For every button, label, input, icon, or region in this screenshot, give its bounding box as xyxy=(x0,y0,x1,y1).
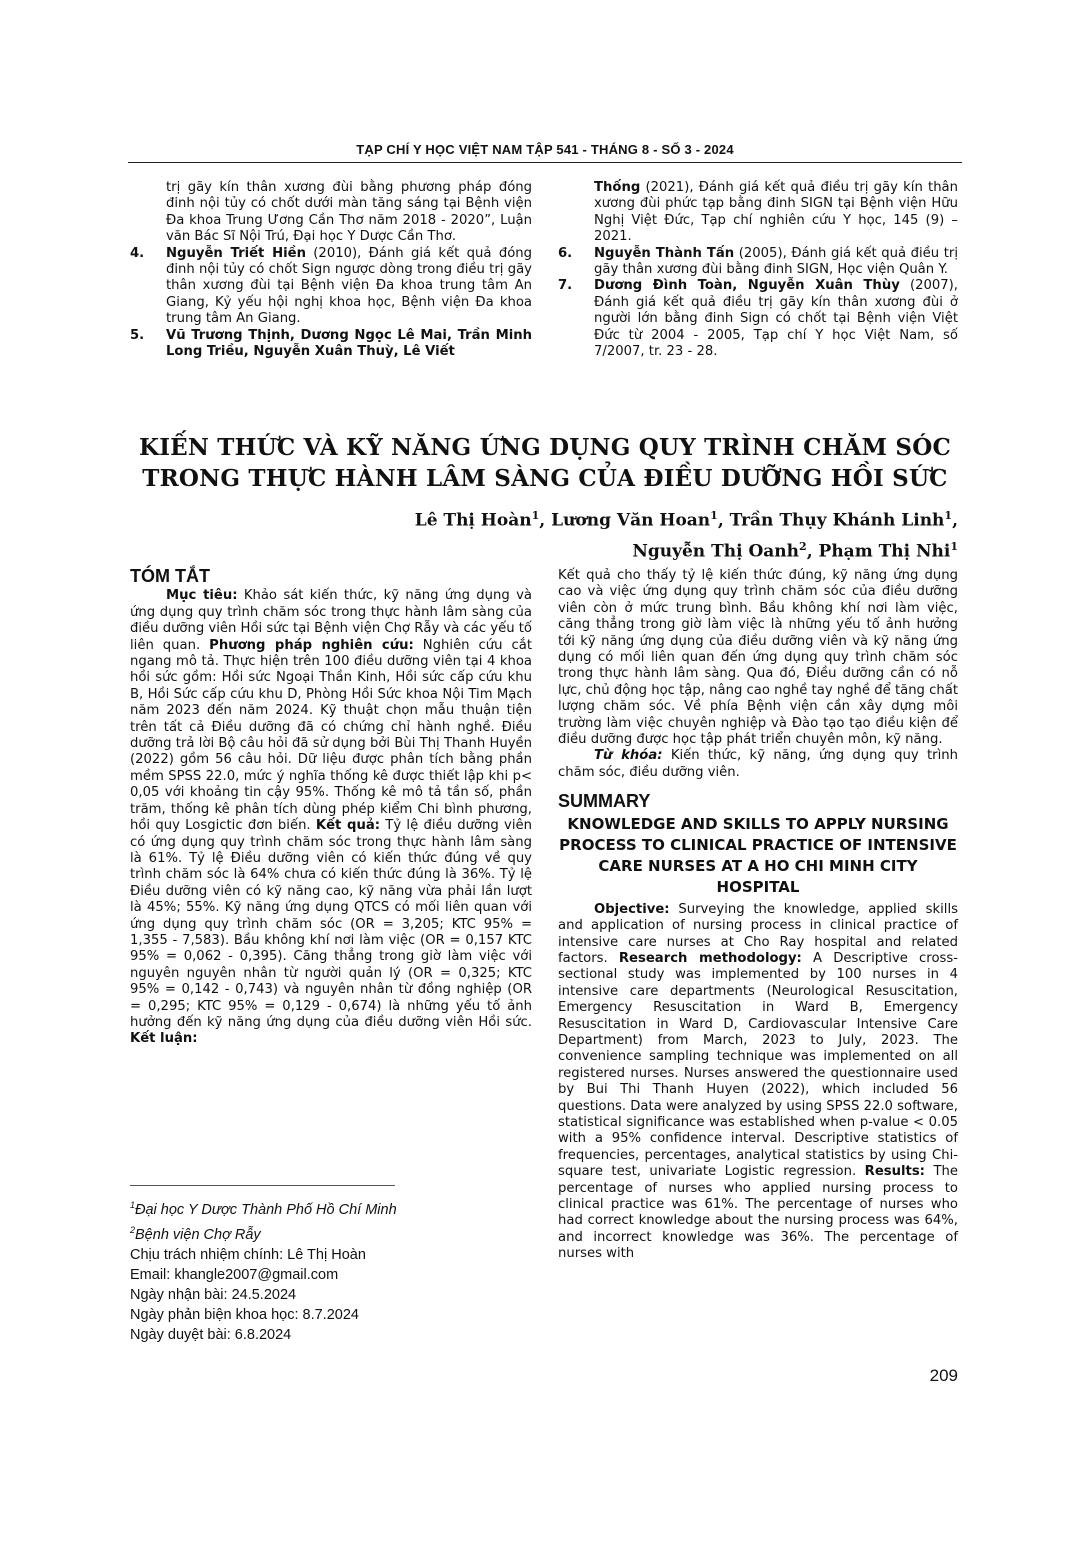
summary-title: KNOWLEDGE AND SKILLS TO APPLY NURSING PROCESS TO CLINICAL PRACTICE OF INTENSIVE CARE NURSES AT A HO CHI MINH CITY HOSPITAL xyxy=(559,814,957,896)
corresponding-author: Chịu trách nhiệm chính: Lê Thị Hoàn xyxy=(130,1246,366,1263)
footnotes xyxy=(130,1195,530,1345)
abstract-heading: TÓM TẮT xyxy=(130,566,210,586)
reference-item xyxy=(558,278,958,360)
reference-number: 7. xyxy=(558,278,573,294)
summary-body: Objective: Surveying the knowledge, applied skills and application of nursing process in clinical practice of intensive care nurses at Cho Ray hospital and related factors. Research methodology: A Descriptive cross-sectional study was implemented by 100 nurses in 4 intensive care departments (Neurological Resuscitation, Emergency Resuscitation in Ward B, Emergency Resuscitation in Ward D, Cardiovascular Intensive Care Department) from March, 2023 to July, 2023. The convenience sampling technique was implemented on all registered nurses. Nurses answered the questionnaire used by Bui Thi Thanh Huyen (2022), which included 56 questions. Data were analyzed by using SPSS 22.0 software, statistical significance was established when p-value < 0.05 with a 95% confidence interval. Descriptive statistics of frequencies, percentages, analytical statistics by using Chi-square test, univariate Logistic regression. Results: The percentage of nurses who applied nursing process to clinical practice was 61%. The percentage of nurses who had correct knowledge about the nursing process was 64%, and incorrect knowledge was 36%. The percentage of nurses with xyxy=(558,901,959,1262)
affiliation-mark: 1 xyxy=(944,509,953,522)
abstract-conclusion: Kết quả cho thấy tỷ lệ kiến thức đúng, kỹ năng ứng dụng cao và việc ứng dụng quy trình chăm sóc của điều dưỡng viên còn ở mức trung bình. Bầu không khí nơi làm việc, căng thẳng trong giờ làm việc là những yếu tố ảnh hưởng tới kỹ năng ứng dụng của điều dưỡng viên và kỹ năng ứng dụng có mối liên quan đến ứng dụng quy trình chăm sóc trong thực hành lâm sàng. Qua đó, Điều dưỡng cần có nỗ lực, chủ động học tập, nâng cao nghề tay nghề để tăng chất lượng chăm sóc. Về phía Bệnh viện cần xây dựng môi trường làm việc chuyên nghiệp và Đào tạo tạo điều kiện để điều dưỡng được học tập phát triển chuyên môn, kỹ năng. xyxy=(558,568,958,748)
reference-item xyxy=(130,328,532,361)
running-head: TẠP CHÍ Y HỌC VIỆT NAM TẬP 541 - THÁNG 8 - SỐ 3 - 2024 xyxy=(356,142,734,157)
author-name: Trần Thụy Khánh Linh xyxy=(729,510,945,531)
accepted-date: Ngày duyệt bài: 6.8.2024 xyxy=(130,1326,292,1343)
summary-heading: SUMMARY xyxy=(558,791,651,812)
reference-item xyxy=(130,246,532,328)
reference-item xyxy=(558,246,958,279)
received-date: Ngày nhận bài: 24.5.2024 xyxy=(130,1286,297,1303)
author-line: Nguyễn Thị Oanh$^2$, Phạm Thị Nhi$^1$ xyxy=(632,539,958,562)
footnote-rule xyxy=(130,1185,395,1186)
reference-text: Nguyễn Thành Tấn (2005), Đánh giá kết quả điều trị gãy thân xương đùi bằng đinh SIGN, Học viện Quân Y. xyxy=(594,245,958,278)
reference-number: 4. xyxy=(130,245,145,261)
reference-number xyxy=(558,180,594,246)
reference-text: trị gãy kín thân xương đùi bằng phương pháp đóng đinh nội tủy có chốt dưới màn tăng sáng tại Bệnh viện Đa khoa Trung Ương Cần Thơ năm 2018 - 2020”, Luận văn Bác Sĩ Nội Trú, Đại học Y Dược Cần Thơ. xyxy=(166,180,532,245)
affiliation-1: $^1$Đại học Y Dược Thành Phố Hồ Chí Minh xyxy=(130,1200,397,1218)
abstract-vi-right xyxy=(558,568,958,1263)
review-date: Ngày phản biện khoa học: 8.7.2024 xyxy=(130,1306,359,1323)
reference-text: Dương Đình Toàn, Nguyễn Xuân Thùy (2007), Đánh giá kết quả điều trị gãy kín thân xương đùi ở người lớn bằng đinh Sign có chốt tại Bệnh viện Việt Đức từ 2004 - 2005, Tạp chí Y học Việt Nam, số 7/2007, tr. 23 - 28. xyxy=(594,278,958,360)
affiliation-2: $^2$Bệnh viện Chợ Rẫy xyxy=(130,1224,261,1243)
keywords: Từ khóa: Kiến thức, kỹ năng, ứng dụng quy trình chăm sóc, điều dưỡng viên. xyxy=(558,748,958,780)
author-name: Lê Thị Hoàn xyxy=(414,510,532,531)
page-number: 209 xyxy=(929,1366,958,1385)
header-rule xyxy=(128,162,962,163)
affiliation-mark: 1 xyxy=(710,509,718,522)
reference-item xyxy=(130,180,532,246)
affiliation-mark: 1 xyxy=(950,539,958,553)
article-title-line: KIẾN THỨC VÀ KỸ NĂNG ỨNG DỤNG QUY TRÌNH CHĂM SÓC xyxy=(139,434,951,461)
affiliation-mark: 1 xyxy=(531,509,540,522)
author-name: Lương Văn Hoan xyxy=(551,510,711,531)
reference-text: Thống (2021), Đánh giá kết quả điều trị gãy kín thân xương đùi phức tạp bằng đinh SIGN tại Bệnh viện Hữu Nghị Việt Đức, Tạp chí nghiên cứu Y học, 145 (9) – 2021. xyxy=(594,180,958,245)
reference-number: 5. xyxy=(130,327,145,343)
author-name: Phạm Thị Nhi xyxy=(818,541,951,562)
author-name: Nguyễn Thị Oanh xyxy=(632,541,800,562)
email: Email: khangle2007@gmail.com xyxy=(130,1266,339,1283)
references-right xyxy=(558,180,958,360)
abstract-vi-left xyxy=(130,568,532,1048)
reference-number: 6. xyxy=(558,245,573,261)
reference-text: Nguyễn Triết Hiền (2010), Đánh giá kết quả đóng đinh nội tủy có chốt Sign ngược dòng trong điều trị gãy thân xương đùi tại Bệnh viện Đa khoa trung tâm An Giang, Kỷ yếu hội nghị khoa học, Bệnh viện Đa khoa trung tâm An Giang. xyxy=(166,245,532,327)
references-left xyxy=(130,180,532,360)
article-title xyxy=(128,432,962,494)
reference-text: Vũ Trương Thịnh, Dương Ngọc Lê Mai, Trần Minh Long Triều, Nguyễn Xuân Thuỳ, Lê Viết xyxy=(166,327,532,360)
author-list xyxy=(258,503,958,564)
affiliation-mark: 2 xyxy=(799,539,807,553)
reference-number xyxy=(130,180,166,246)
reference-item xyxy=(558,180,958,246)
article-title-line: TRONG THỰC HÀNH LÂM SÀNG CỦA ĐIỀU DƯỠNG HỒI SỨC xyxy=(142,465,948,492)
author-line: Lê Thị Hoàn$^1$, Lương Văn Hoan$^1$, Trần Thụy Khánh Linh$^1$, xyxy=(414,509,958,531)
abstract-body: Mục tiêu: Khảo sát kiến thức, kỹ năng ứng dụng và ứng dụng quy trình chăm sóc trong thực hành lâm sàng của điều dưỡng viên Hồi sức tại Bệnh viện Chợ Rẫy và các yếu tố liên quan. Phương pháp nghiên cứu: Nghiên cứu cắt ngang mô tả. Thực hiện trên 100 điều dưỡng viên tại 4 khoa hồi sức gồm: Hồi sức Ngoại Thần Kinh, Hồi sức cấp cứu khu B, Hồi Sức cấp cứu khu D, Phòng Hồi Sức khoa Nội Tim Mạch năm 2023 đến năm 2024. Kỹ thuật chọn mẫu thuận tiện trên tất cả Điều dưỡng đã có chứng chỉ hành nghề. Điều dưỡng trả lời Bộ câu hỏi đã sử dụng bởi Bùi Thị Thanh Huyền (2022) gồm 56 câu hỏi. Dữ liệu được phân tích bằng phần mềm SPSS 22.0, mức ý nghĩa thống kê được thiết lập khi p< 0,05 với khoảng tin cậy 95%. Thống kê mô tả tần số, phần trăm, thống kê phân tích dùng phép kiểm Chi bình phương, hồi quy Losgictic đơn biến. Kết quả: Tỷ lệ điều dưỡng viên có ứng dụng quy trình chăm sóc trong thực hành lâm sàng là 61%. Tỷ lệ Điều dưỡng viên có kiến thức đúng về quy trình chăm sóc là 64% chưa có kiến thức đúng là 36%. Tỷ lệ Điều dưỡng viên có kỹ năng cao, kỹ năng vừa phải lần lượt là 45%; 55%. Kỹ năng ứng dụng QTCS có mối liên quan với ứng dụng quy trình chăm sóc (OR = 3,205; KTC 95% = 1,355 - 7,583). Bầu không khí nơi làm việc (OR = 0,157 KTC 95% = 0,062 - 0,395). Căng thẳng trong giờ làm việc với nguyên nguyên nhân từ người quản lý (OR = 0,325; KTC 95% = 0,142 - 0,743) và nguyên nhân từ đồng nghiệp (OR = 0,295; KTC 95% = 0,129 - 0,674) là những yếu tố ảnh hưởng đến kỹ năng ứng dụng của điều dưỡng viên Hồi sức. Kết luận: xyxy=(130,588,533,1047)
